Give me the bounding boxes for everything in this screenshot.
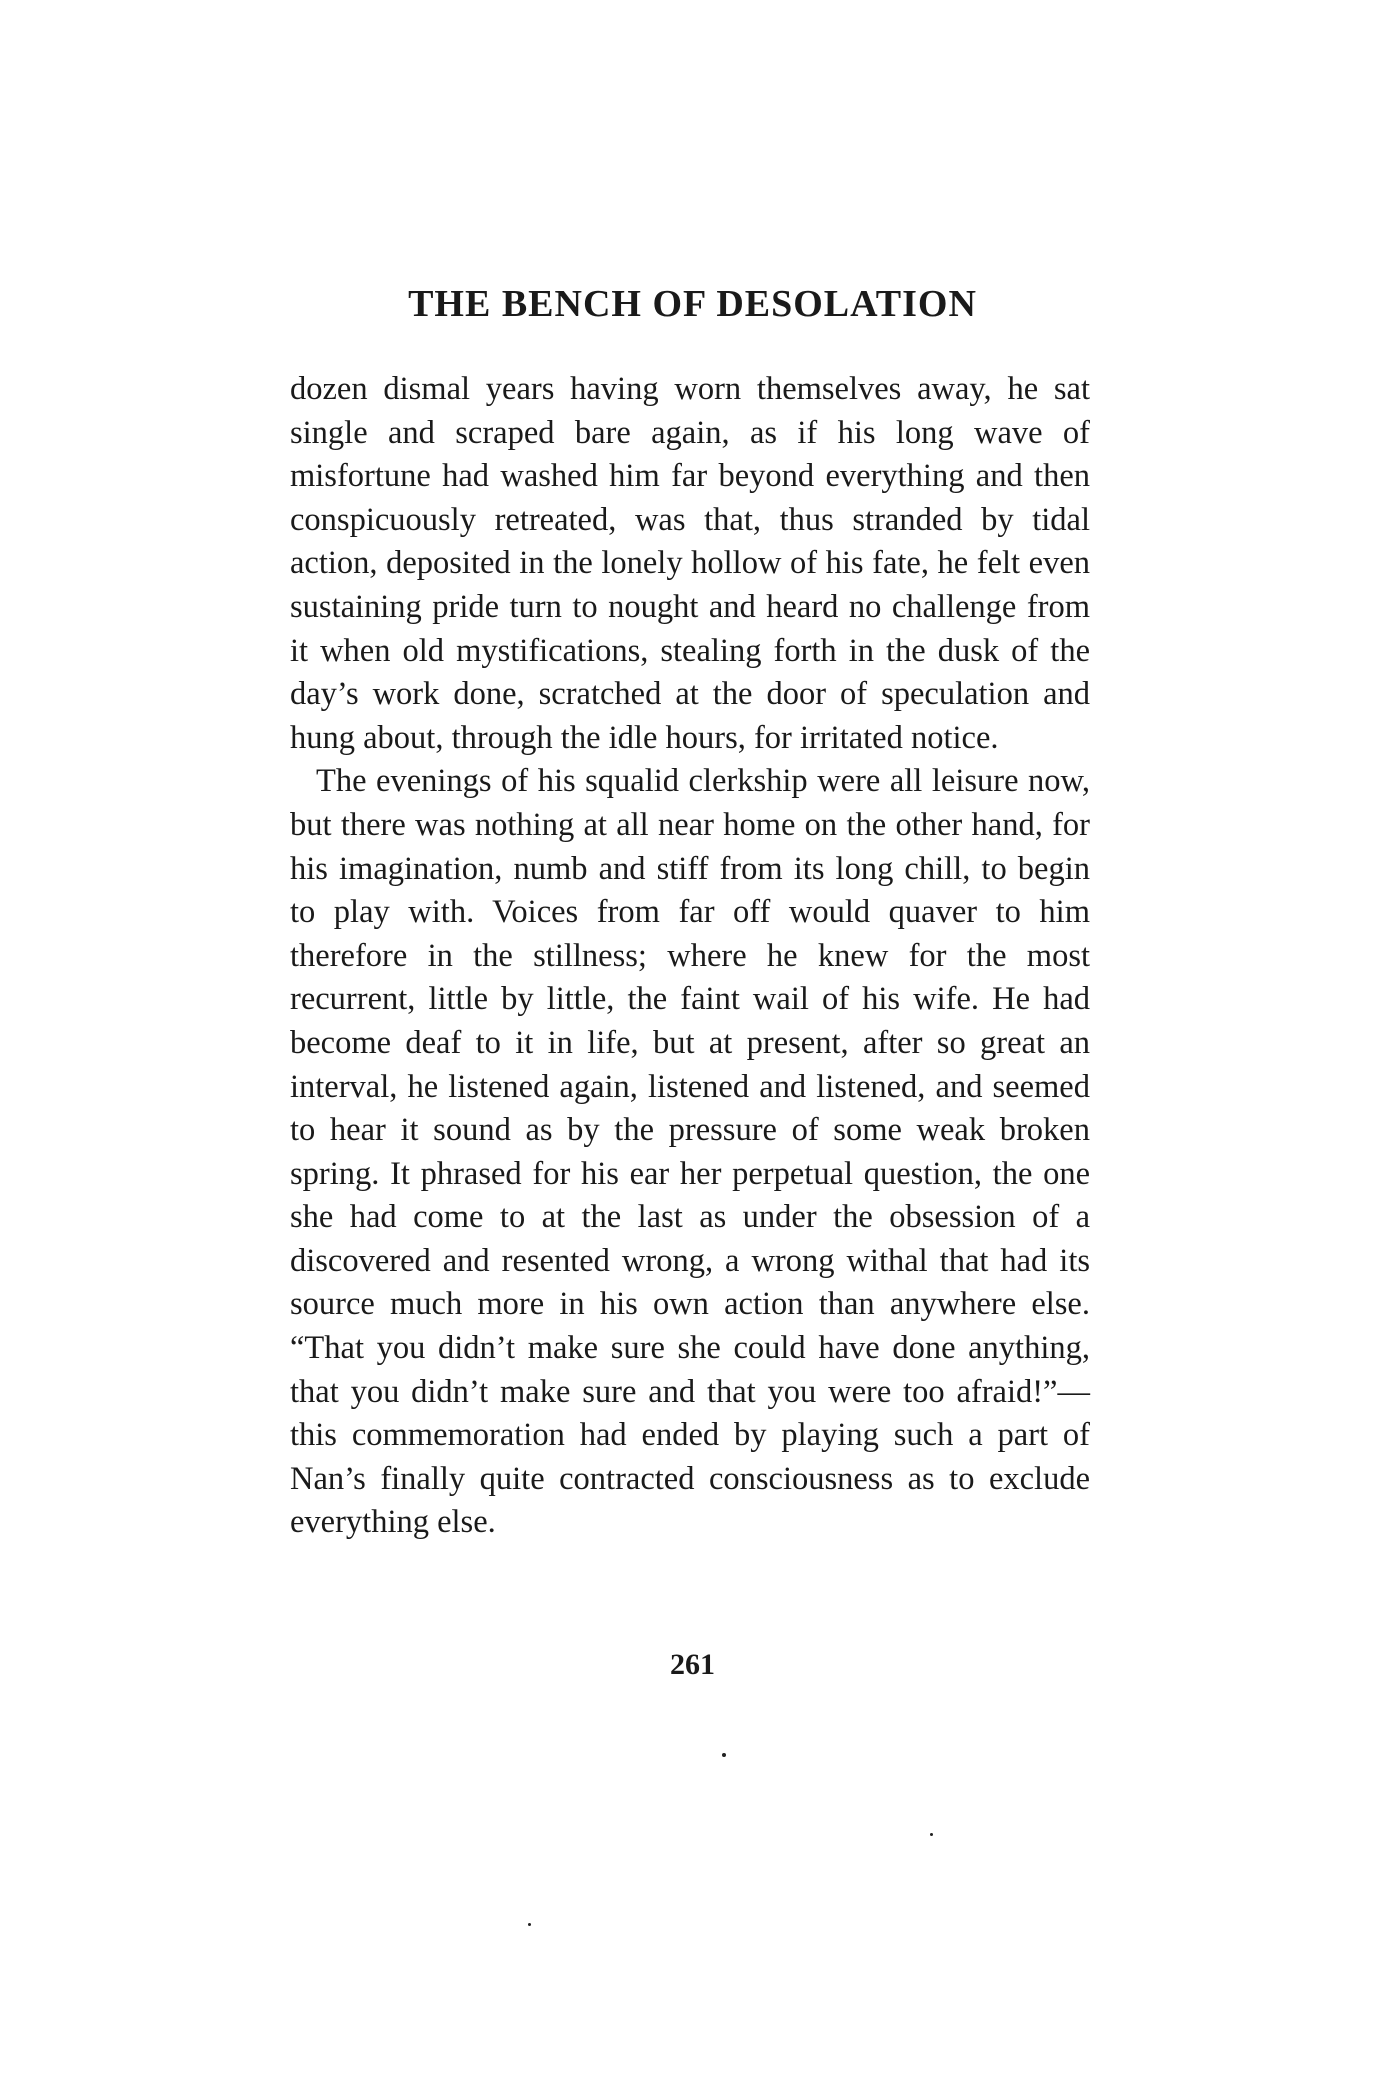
scan-speck — [528, 1923, 531, 1926]
scan-speck — [722, 1753, 726, 1757]
body-text — [290, 368, 1090, 1545]
page-number: 261 — [670, 1648, 715, 1681]
paragraph-1: dozen dismal years having worn themselves away, he sat single and scraped bare again, as if his long wave of misfortune had washed him far beyond everything and then conspicuously retreated, was that, thus stranded by tidal action, deposited in the lonely hollow of his fate, he felt even sustaining pride turn to nought and heard no challenge from it when old mystifications, stealing forth in the dusk of the day’s work done, scratched at the door of speculation and hung about, through the idle hours, for irritated notice. — [290, 371, 1090, 756]
scan-speck — [930, 1833, 933, 1836]
paragraph-2: The evenings of his squalid clerkship were all leisure now, but there was nothing at all near home on the other hand, for his imagination, numb and stiff from its long chill, to begin to play with. Voices from far off would quaver to him therefore in the stillness; where he knew for the most recurrent, little by little, the faint wail of his wife. He had become deaf to it in life, but at present, after so great an interval, he listened again, listened and listened, and seemed to hear it sound as by the pressure of some weak broken spring. It phrased for his ear her perpetual question, the one she had come to at the last as under the obsession of a discovered and resented wrong, a wrong withal that had its source much more in his own action than anywhere else. “That you didn’t make sure she could have done anything, that you didn’t make sure and that you were too afraid!”—this commemoration had ended by playing such a part of Nan’s finally quite contracted consciousness as to exclude everything else. — [290, 763, 1090, 1541]
running-head-title: THE BENCH OF DESOLATION — [408, 283, 977, 325]
